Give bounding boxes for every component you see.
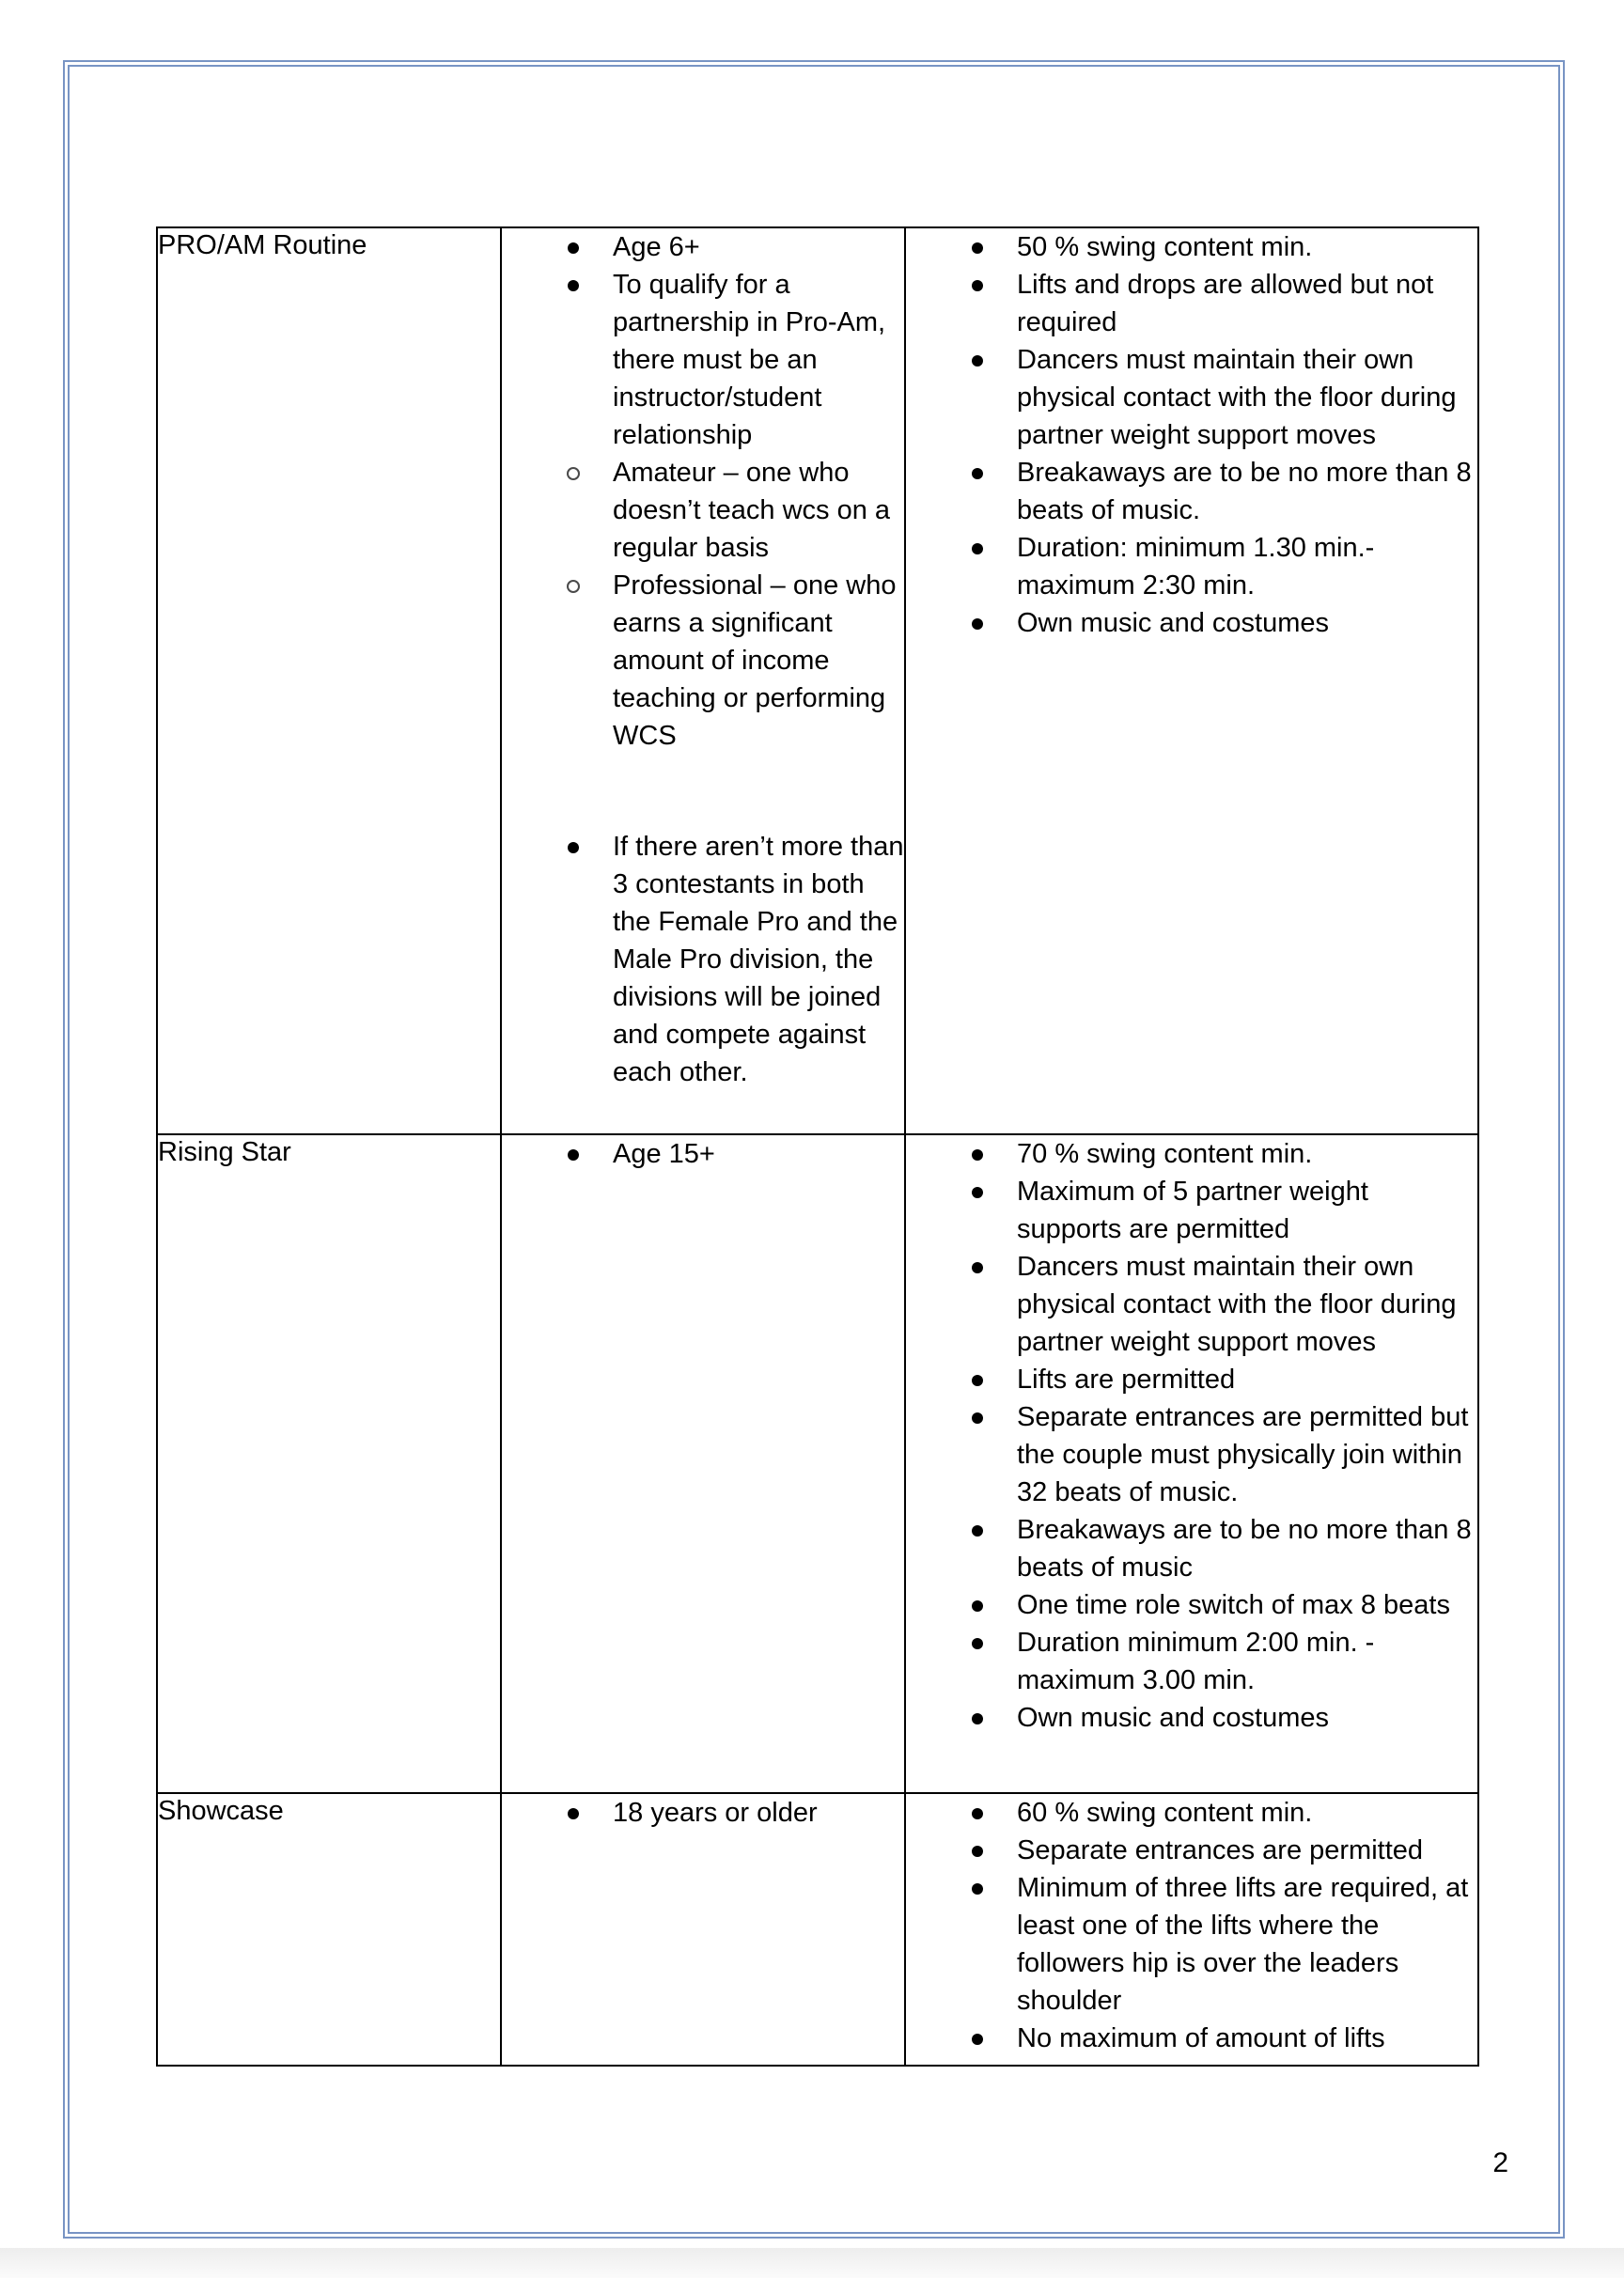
- requirements-list: [502, 1794, 904, 1832]
- rule-item: Minimum of three lifts are required, at least one of the lifts where the followers hip is over the leaders shoulder: [906, 1869, 1477, 2020]
- rule-item: Separate entrances are permitted: [906, 1832, 1477, 1869]
- category-label: PRO/AM Routine: [158, 230, 367, 260]
- requirement-item: If there aren’t more than 3 contestants in both the Female Pro and the Male Pro division, the divisions will be joined and compete against each other.: [502, 828, 904, 1091]
- category-cell: [157, 1793, 501, 2066]
- rule-item: Duration: minimum 1.30 min.- maximum 2:30 min.: [906, 529, 1477, 604]
- rules-cell: [905, 227, 1478, 1134]
- category-cell: [157, 227, 501, 1134]
- requirement-item: Age 15+: [502, 1135, 904, 1173]
- requirements-list: [502, 228, 904, 1091]
- rules-list: [906, 228, 1477, 642]
- requirements-cell: [501, 1793, 905, 2066]
- requirement-item: Amateur – one who doesn’t teach wcs on a regular basis: [502, 454, 904, 567]
- competition-rules-table: [156, 226, 1479, 2067]
- rules-cell: [905, 1134, 1478, 1793]
- rule-item: No maximum of amount of lifts: [906, 2020, 1477, 2057]
- rules-list: [906, 1135, 1477, 1737]
- rule-item: 60 % swing content min.: [906, 1794, 1477, 1832]
- rule-item: Own music and costumes: [906, 1699, 1477, 1737]
- rules-cell: [905, 1793, 1478, 2066]
- category-cell: [157, 1134, 501, 1793]
- rules-list: [906, 1794, 1477, 2057]
- rule-item: 70 % swing content min.: [906, 1135, 1477, 1173]
- rule-item: Dancers must maintain their own physical contact with the floor during partner weight support moves: [906, 341, 1477, 454]
- category-label: Showcase: [158, 1796, 284, 1826]
- rule-item: Breakaways are to be no more than 8 beats of music.: [906, 454, 1477, 529]
- requirement-item: To qualify for a partnership in Pro-Am, there must be an instructor/student relationship: [502, 266, 904, 454]
- rule-item: Breakaways are to be no more than 8 beats of music: [906, 1511, 1477, 1586]
- requirements-cell: [501, 1134, 905, 1793]
- requirement-item: Professional – one who earns a significant amount of income teaching or performing WCS: [502, 567, 904, 755]
- table-row: [157, 1793, 1478, 2066]
- rule-item: One time role switch of max 8 beats: [906, 1586, 1477, 1624]
- page-bottom-edge: [0, 2248, 1624, 2278]
- rule-item: Dancers must maintain their own physical contact with the floor during partner weight support moves: [906, 1248, 1477, 1361]
- rule-item: Duration minimum 2:00 min. - maximum 3.00 min.: [906, 1624, 1477, 1699]
- table-row: [157, 227, 1478, 1134]
- rule-item: Separate entrances are permitted but the couple must physically join within 32 beats of music.: [906, 1398, 1477, 1511]
- page-border-frame: [63, 60, 1565, 2239]
- category-label: Rising Star: [158, 1137, 291, 1167]
- requirements-cell: [501, 227, 905, 1134]
- page-number: 2: [1492, 2147, 1508, 2178]
- rule-item: Maximum of 5 partner weight supports are permitted: [906, 1173, 1477, 1248]
- table-row: [157, 1134, 1478, 1793]
- rule-item: Lifts and drops are allowed but not required: [906, 266, 1477, 341]
- rules-table-body: [157, 227, 1478, 2066]
- rule-item: Own music and costumes: [906, 604, 1477, 642]
- requirement-item: Age 6+: [502, 228, 904, 266]
- rule-item: Lifts are permitted: [906, 1361, 1477, 1398]
- requirement-item: 18 years or older: [502, 1794, 904, 1832]
- requirements-list: [502, 1135, 904, 1173]
- rule-item: 50 % swing content min.: [906, 228, 1477, 266]
